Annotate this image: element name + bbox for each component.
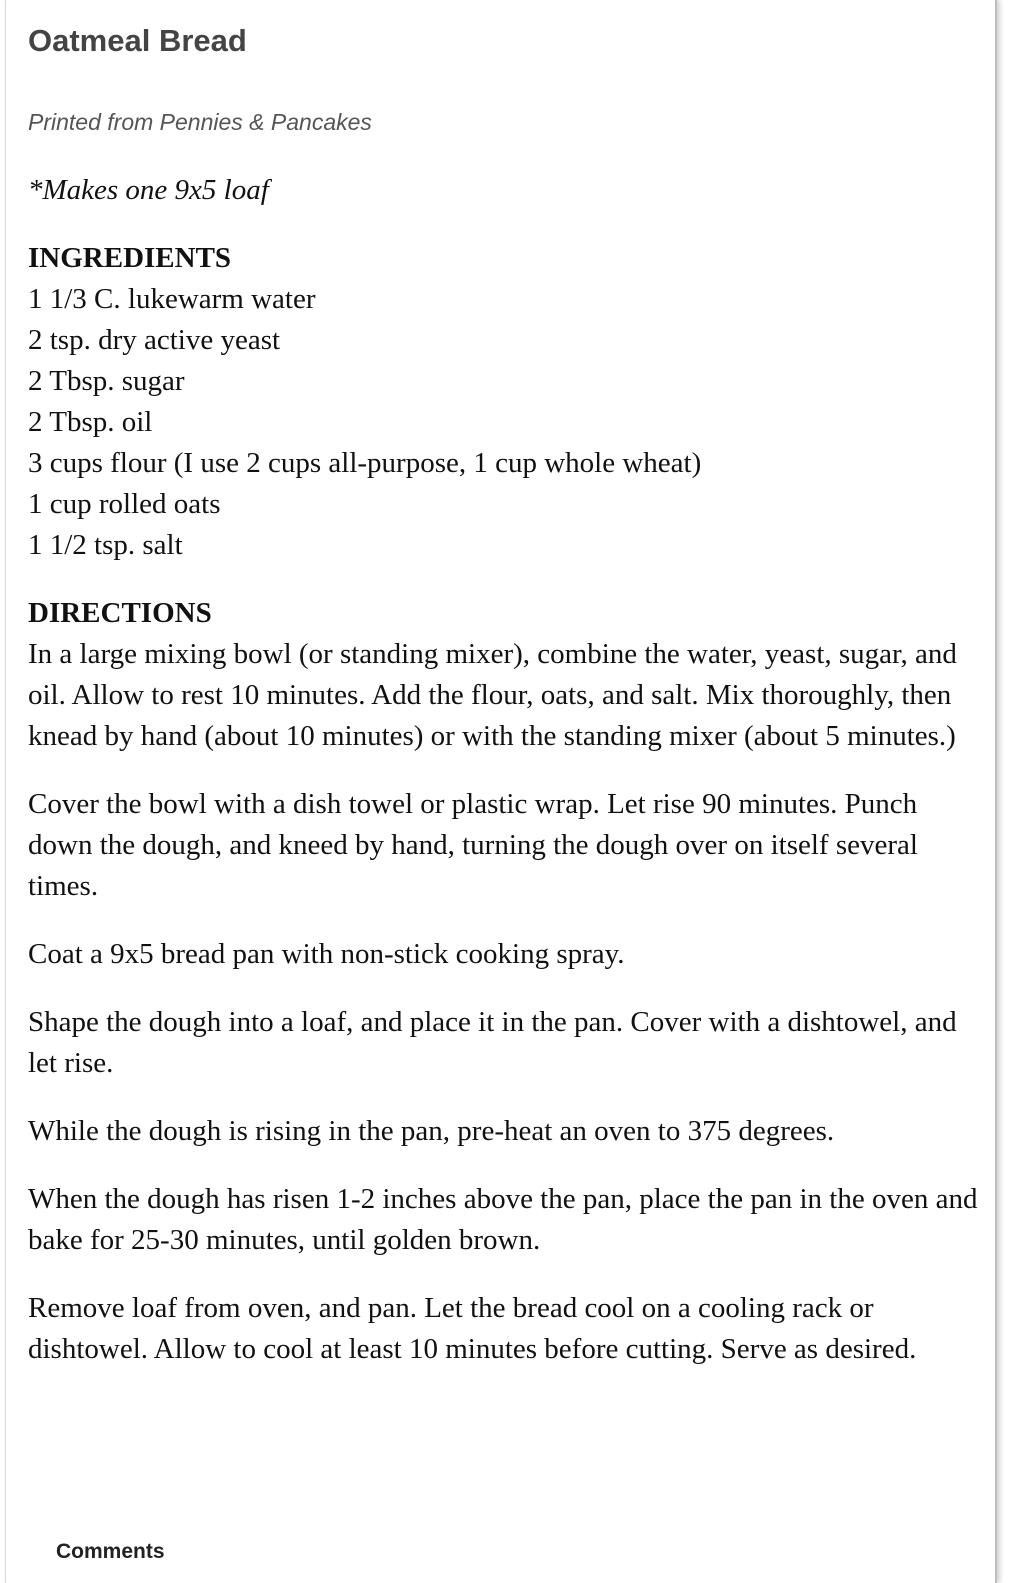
direction-step: When the dough has risen 1-2 inches above the pan, place the pan in the oven and bake for 25-30 minutes, until golden brown. bbox=[28, 1183, 978, 1256]
yield-note: *Makes one 9x5 loaf bbox=[28, 174, 269, 206]
ingredients-list bbox=[28, 279, 988, 566]
direction-step: Shape the dough into a loaf, and place it in the pan. Cover with a dishtowel, and let rise. bbox=[28, 1006, 957, 1079]
directions-heading: DIRECTIONS bbox=[28, 597, 212, 629]
source-note: Printed from Pennies & Pancakes bbox=[28, 109, 372, 135]
ingredient-item: 1 1/3 C. lukewarm water bbox=[28, 283, 316, 315]
ingredients-heading: INGREDIENTS bbox=[28, 242, 232, 274]
ingredient-item: 3 cups flour (I use 2 cups all-purpose, 1 cup whole wheat) bbox=[28, 447, 702, 479]
direction-step: In a large mixing bowl (or standing mixer), combine the water, yeast, sugar, and oil. Allow to rest 10 minutes. Add the flour, oats, and salt. Mix thoroughly, then knead by hand (about 10 minutes) or with the standing mixer (about 5 minutes.) bbox=[28, 638, 957, 752]
ingredient-item: 2 tsp. dry active yeast bbox=[28, 324, 281, 356]
ingredient-item: 1 1/2 tsp. salt bbox=[28, 529, 183, 561]
recipe-content bbox=[28, 170, 988, 1370]
direction-step: Cover the bowl with a dish towel or plastic wrap. Let rise 90 minutes. Punch down the dough, and kneed by hand, turning the dough over on itself several times. bbox=[28, 788, 918, 902]
ingredient-item: 1 cup rolled oats bbox=[28, 488, 221, 520]
printed-page bbox=[5, 0, 997, 1583]
directions-list bbox=[28, 634, 988, 1370]
direction-step: Coat a 9x5 bread pan with non-stick cooking spray. bbox=[28, 938, 625, 970]
recipe-title: Oatmeal Bread bbox=[28, 23, 247, 58]
direction-step: Remove loaf from oven, and pan. Let the bread cool on a cooling rack or dishtowel. Allow to cool at least 10 minutes before cutting. Serve as desired. bbox=[28, 1292, 917, 1365]
ingredient-item: 2 Tbsp. oil bbox=[28, 406, 153, 438]
comments-heading: Comments bbox=[56, 1540, 165, 1563]
direction-step: While the dough is rising in the pan, pre-heat an oven to 375 degrees. bbox=[28, 1115, 835, 1147]
ingredient-item: 2 Tbsp. sugar bbox=[28, 365, 185, 397]
